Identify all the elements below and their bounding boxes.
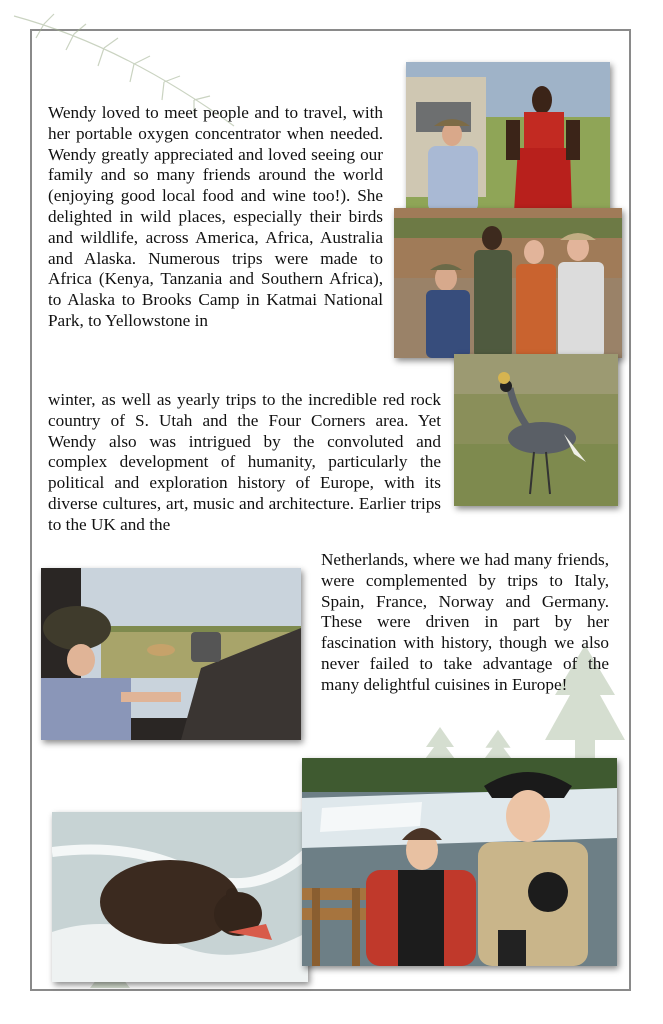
story-paragraph-part2: winter, as well as yearly trips to the incredible red rock country of S. Utah and the Four Corners area. Yet Wendy also was intrigued by the convoluted and complex development of humanity, particularly the political and exploration history of Europe, with its diverse cultures, art, music and architecture. Earlier trips to the UK and the bbox=[48, 390, 441, 534]
photo-group-safari bbox=[394, 208, 622, 358]
photo-maasai bbox=[406, 62, 610, 212]
photo-bear-salmon bbox=[52, 812, 308, 982]
photo-crowned-crane bbox=[454, 354, 618, 506]
photo-couple-falls bbox=[302, 758, 617, 966]
story-paragraph-part3: Netherlands, where we had many friends, were complemented by trips to Italy, Spain, France, Norway and Germany. These were driven in part by her fascination with history, though we also never failed to take advantage of the many delightful cuisines in Europe! bbox=[321, 550, 609, 694]
photo-driving bbox=[41, 568, 301, 740]
story-paragraph-part1: Wendy loved to meet people and to travel, with her portable oxygen concentrator when needed. Wendy greatly appreciated and loved seeing our family and so many friends around the world (enjoying good local food and wine too!). She delighted in wild places, especially their birds and wildlife, across America, Africa, Australia and Alaska. Numerous trips were made to Africa (Kenya, Tanzania and Southern Africa), to Alaska to Brooks Camp in Katmai National Park, to Yellowstone in bbox=[48, 103, 383, 330]
